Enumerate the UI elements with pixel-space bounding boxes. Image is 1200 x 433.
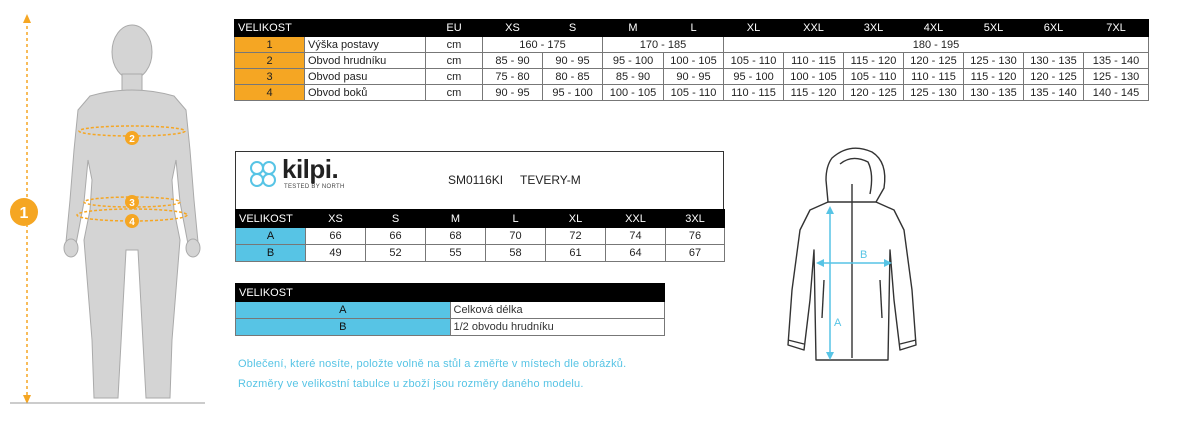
row-number: 4 <box>235 85 305 101</box>
table-row <box>236 245 725 262</box>
svg-text:A: A <box>834 317 842 329</box>
header-size: L <box>486 210 546 228</box>
model-table-header <box>236 210 725 228</box>
value-cell: 115 - 120 <box>964 69 1024 85</box>
table-row <box>235 69 1149 85</box>
header-size: XXL <box>784 20 844 37</box>
value-cell: 90 - 95 <box>543 53 603 69</box>
jacket-figure <box>770 140 930 370</box>
value-cell: 105 - 110 <box>664 85 724 101</box>
header-size: 7XL <box>1084 20 1149 37</box>
header-size: 3XL <box>844 20 904 37</box>
value-cell: 90 - 95 <box>483 85 543 101</box>
row-number: 1 <box>235 37 305 53</box>
header-size: 4XL <box>904 20 964 37</box>
row-unit: cm <box>426 69 483 85</box>
row-key: B <box>236 245 306 262</box>
value-cell: 115 - 120 <box>844 53 904 69</box>
badge-height <box>10 198 38 226</box>
value-cell: 58 <box>486 245 546 262</box>
header-size: XXL <box>606 210 666 228</box>
value-cell: 85 - 90 <box>483 53 543 69</box>
table-row <box>235 53 1149 69</box>
instruction-note: Rozměry ve velikostní tabulce u zboží jsou rozměry daného modelu. <box>238 378 584 390</box>
value-cell: 95 - 100 <box>603 53 664 69</box>
height-range-cell: 160 - 175 <box>483 37 603 53</box>
value-cell: 130 - 135 <box>964 85 1024 101</box>
half-chest-arrow <box>816 249 892 267</box>
badge-chest <box>125 131 139 145</box>
value-cell: 115 - 120 <box>784 85 844 101</box>
value-cell: 130 - 135 <box>1024 53 1084 69</box>
value-cell: 120 - 125 <box>844 85 904 101</box>
value-cell: 95 - 100 <box>543 85 603 101</box>
row-unit: cm <box>426 37 483 53</box>
value-cell: 80 - 85 <box>543 69 603 85</box>
value-cell: 52 <box>366 245 426 262</box>
value-cell: 105 - 110 <box>724 53 784 69</box>
header-velikost: VELIKOST <box>236 210 306 228</box>
header-size: S <box>366 210 426 228</box>
header-size: XS <box>483 20 543 37</box>
header-size: M <box>603 20 664 37</box>
value-cell: 55 <box>426 245 486 262</box>
svg-text:B: B <box>860 249 868 261</box>
instruction-note: Oblečení, které nosíte, položte volně na stůl a změřte v místech dle obrázků. <box>238 358 627 370</box>
value-cell: 61 <box>546 245 606 262</box>
brand-tagline: TESTED BY NORTH <box>284 184 345 190</box>
value-cell: 135 - 140 <box>1024 85 1084 101</box>
row-key: A <box>236 228 306 245</box>
value-cell: 64 <box>606 245 666 262</box>
value-cell: 68 <box>426 228 486 245</box>
value-cell: 66 <box>306 228 366 245</box>
row-description: Celková délka <box>450 302 665 319</box>
table-row <box>236 302 665 319</box>
row-key: B <box>236 319 451 336</box>
kilpi-logo-icon <box>246 157 280 191</box>
height-range-cell: 170 - 185 <box>603 37 724 53</box>
table-row <box>236 319 665 336</box>
header-size: 5XL <box>964 20 1024 37</box>
value-cell: 125 - 130 <box>904 85 964 101</box>
badge-hips <box>125 214 139 228</box>
header-size: 3XL <box>666 210 725 228</box>
header-velikost: VELIKOST <box>235 20 426 37</box>
row-label: Obvod boků <box>305 85 426 101</box>
model-header-box <box>235 151 724 209</box>
value-cell: 110 - 115 <box>784 53 844 69</box>
value-cell: 70 <box>486 228 546 245</box>
value-cell: 110 - 115 <box>904 69 964 85</box>
value-cell: 90 - 95 <box>664 69 724 85</box>
svg-text:3: 3 <box>129 198 135 209</box>
header-eu: EU <box>426 20 483 37</box>
value-cell: 120 - 125 <box>904 53 964 69</box>
row-description: 1/2 obvodu hrudníku <box>450 319 665 336</box>
value-cell: 125 - 130 <box>1084 69 1149 85</box>
value-cell: 76 <box>666 228 725 245</box>
svg-text:4: 4 <box>129 217 135 228</box>
badge-waist <box>125 195 139 209</box>
header-velikost: VELIKOST <box>236 284 665 302</box>
header-size: L <box>664 20 724 37</box>
value-cell: 120 - 125 <box>1024 69 1084 85</box>
value-cell: 75 - 80 <box>483 69 543 85</box>
row-number: 3 <box>235 69 305 85</box>
value-cell: 72 <box>546 228 606 245</box>
value-cell: 100 - 105 <box>664 53 724 69</box>
brand-name: kilpi. <box>282 154 339 184</box>
value-cell: 140 - 145 <box>1084 85 1149 101</box>
header-size: S <box>543 20 603 37</box>
model-code: SM0116KI <box>448 173 504 187</box>
value-cell: 67 <box>666 245 725 262</box>
value-cell: 125 - 130 <box>964 53 1024 69</box>
height-range-cell: 180 - 195 <box>724 37 1149 53</box>
legend-table <box>235 283 665 336</box>
length-arrow <box>826 206 842 360</box>
value-cell: 85 - 90 <box>603 69 664 85</box>
header-size: M <box>426 210 486 228</box>
row-key: A <box>236 302 451 319</box>
header-size: XS <box>306 210 366 228</box>
size-table <box>234 19 1149 101</box>
row-unit: cm <box>426 53 483 69</box>
header-size: 6XL <box>1024 20 1084 37</box>
row-label: Obvod pasu <box>305 69 426 85</box>
legend-table-header <box>236 284 665 302</box>
value-cell: 105 - 110 <box>844 69 904 85</box>
size-table-header <box>235 20 1149 37</box>
row-number: 2 <box>235 53 305 69</box>
table-row <box>235 85 1149 101</box>
value-cell: 135 - 140 <box>1084 53 1149 69</box>
table-row <box>236 228 725 245</box>
value-cell: 95 - 100 <box>724 69 784 85</box>
value-cell: 49 <box>306 245 366 262</box>
value-cell: 110 - 115 <box>724 85 784 101</box>
header-size: XL <box>724 20 784 37</box>
header-size: XL <box>546 210 606 228</box>
table-row <box>235 37 1149 53</box>
value-cell: 100 - 105 <box>784 69 844 85</box>
svg-text:1: 1 <box>19 205 29 222</box>
row-label: Obvod hrudníku <box>305 53 426 69</box>
row-label: Výška postavy <box>305 37 426 53</box>
row-unit: cm <box>426 85 483 101</box>
jacket-outline <box>788 148 916 360</box>
value-cell: 100 - 105 <box>603 85 664 101</box>
svg-text:2: 2 <box>129 134 135 145</box>
value-cell: 74 <box>606 228 666 245</box>
model-name: TEVERY-M <box>520 173 581 187</box>
body-figure <box>0 10 215 410</box>
model-size-table <box>235 209 725 262</box>
value-cell: 66 <box>366 228 426 245</box>
